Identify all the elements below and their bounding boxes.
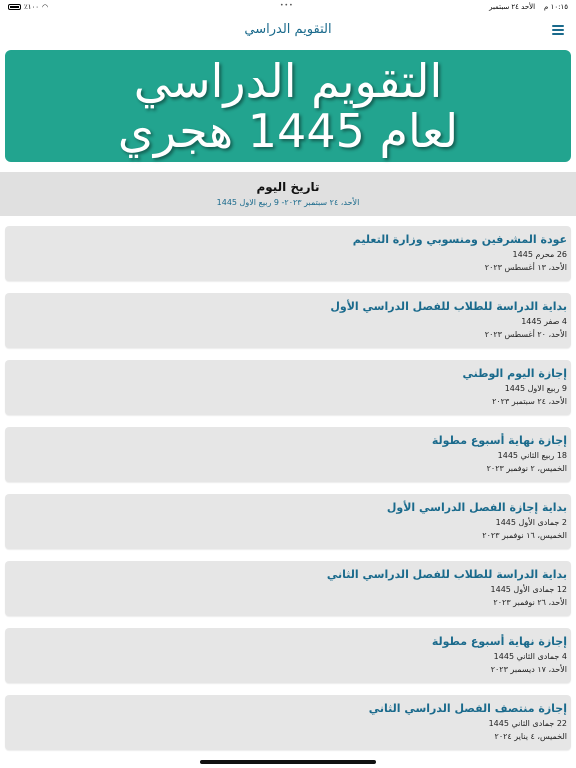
home-indicator[interactable] <box>200 760 376 764</box>
today-date: الأحد، ٢٤ سبتمبر ٢٠٢٣- 9 ربيع الاول 1445 <box>216 198 360 207</box>
header-banner <box>5 50 571 162</box>
event-card[interactable] <box>5 494 571 549</box>
event-hijri-date: 22 جمادى الثاني 1445 <box>488 719 567 728</box>
event-card[interactable] <box>5 427 571 482</box>
event-hijri-date: 4 جمادى الثاني 1445 <box>493 652 567 661</box>
event-title: إجازة نهاية أسبوع مطولة <box>431 635 567 648</box>
event-gregorian-date: الأحد، ١٧ ديسمبر ٢٠٢٣ <box>490 665 567 674</box>
event-hijri-date: 18 ربيع الثاني 1445 <box>497 451 567 460</box>
status-indicators <box>8 3 48 11</box>
event-gregorian-date: الأحد، ٢٦ نوفمبر ٢٠٢٣ <box>493 598 567 607</box>
event-hijri-date: 12 جمادى الأول 1445 <box>490 585 567 594</box>
event-card[interactable] <box>5 360 571 415</box>
event-gregorian-date: الخميس، ٤ يناير ٢٠٢٤ <box>494 732 567 741</box>
multitasking-dots[interactable]: ••• <box>280 2 294 9</box>
navigation-bar <box>0 14 576 46</box>
event-card[interactable] <box>5 226 571 281</box>
event-hijri-date: 9 ربيع الاول 1445 <box>504 384 567 393</box>
event-title: بداية الدراسة للطلاب للفصل الدراسي الأول <box>330 300 567 313</box>
event-title: بداية الدراسة للطلاب للفصل الدراسي الثاني <box>326 568 567 581</box>
banner-title: التقويم الدراسي <box>133 54 443 108</box>
battery-percent: ٪١٠٠ <box>24 3 40 11</box>
event-title: بداية إجازة الفصل الدراسي الأول <box>386 501 567 514</box>
status-bar <box>0 0 576 14</box>
today-title: تاريخ اليوم <box>256 180 320 194</box>
event-title: عودة المشرفين ومنسوبي وزارة التعليم <box>352 233 567 246</box>
event-card[interactable] <box>5 561 571 616</box>
event-gregorian-date: الخميس، ١٦ نوفمبر ٢٠٢٣ <box>482 531 567 540</box>
event-gregorian-date: الأحد، ٢٠ أغسطس ٢٠٢٣ <box>484 330 567 339</box>
event-card[interactable] <box>5 695 571 750</box>
event-gregorian-date: الأحد، ٢٤ سبتمبر ٢٠٢٣ <box>492 397 567 406</box>
page-title: التقويم الدراسي <box>244 22 332 37</box>
event-title: إجازة اليوم الوطني <box>462 367 567 380</box>
status-date: الأحد ٢٤ سبتمبر <box>489 3 536 11</box>
event-hijri-date: 26 محرم 1445 <box>512 250 567 259</box>
event-gregorian-date: الخميس، ٢ نوفمبر ٢٠٢٣ <box>486 464 567 473</box>
event-card[interactable] <box>5 293 571 348</box>
banner-subtitle: لعام 1445 هجري <box>117 104 459 158</box>
status-clock <box>489 3 568 11</box>
event-title: إجازة نهاية أسبوع مطولة <box>431 434 567 447</box>
today-section <box>0 172 576 216</box>
event-title: إجازة منتصف الفصل الدراسي الثاني <box>368 702 567 715</box>
event-card[interactable] <box>5 628 571 683</box>
event-hijri-date: 2 جمادى الأول 1445 <box>495 518 567 527</box>
event-gregorian-date: الأحد، ١٣ أغسطس ٢٠٢٣ <box>484 263 567 272</box>
battery-icon <box>8 4 21 10</box>
events-list <box>5 226 571 762</box>
status-time: ١٠:١٥ م <box>544 3 568 11</box>
wifi-icon: ◠ <box>42 3 49 11</box>
event-hijri-date: 4 صفر 1445 <box>521 317 567 326</box>
hamburger-menu-icon[interactable] <box>552 25 564 35</box>
